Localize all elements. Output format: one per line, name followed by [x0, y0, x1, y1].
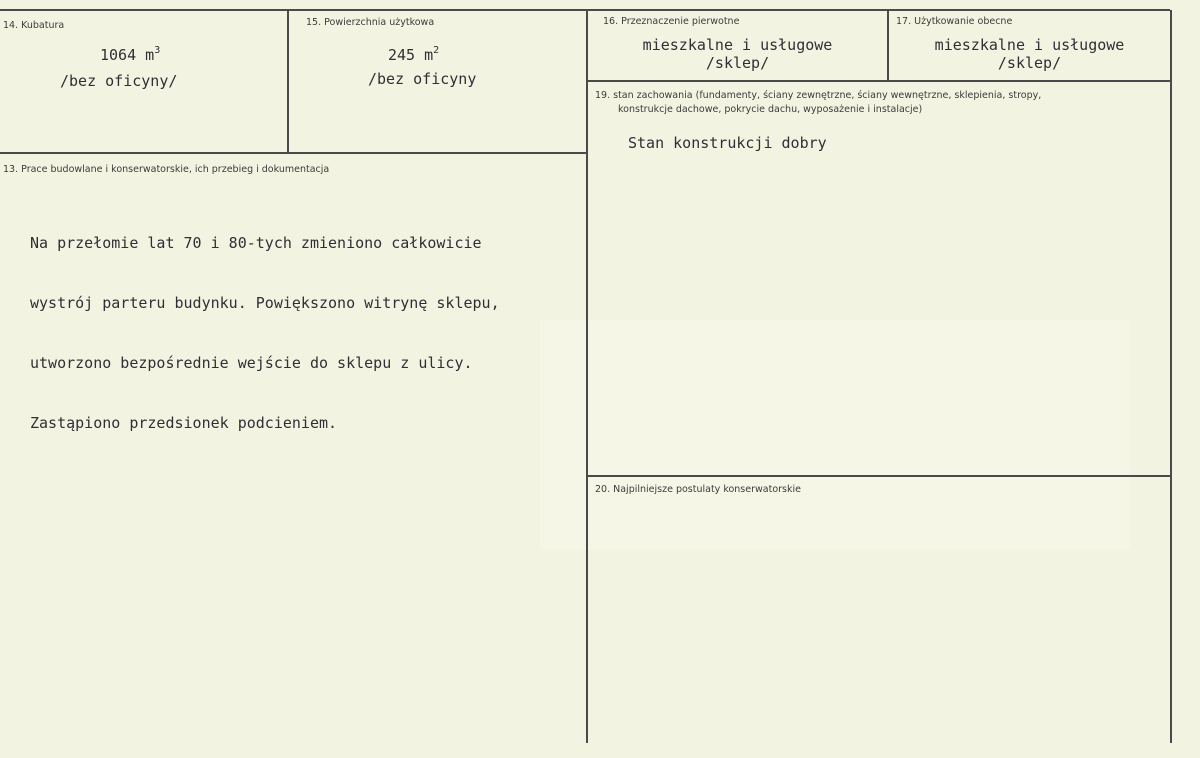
field-13-line: Na przełomie lat 70 i 80-tych zmieniono całkowicie [30, 234, 482, 252]
volume-exponent: 3 [154, 45, 161, 56]
center-divider [586, 10, 588, 743]
right-border [1170, 10, 1172, 743]
field-19-label-line2: konstrukcje dachowe, pokrycie dachu, wyposażenie i instalacje) [618, 104, 923, 115]
area-exponent: 2 [433, 45, 440, 56]
field-15-value [388, 45, 439, 64]
field-13-line: utworzono bezpośrednie wejście do sklepu z ulicy. [30, 354, 473, 372]
row-divider-right-mid [588, 475, 1170, 477]
field-19-label-line1: 19. stan zachowania (fundamenty, ściany zewnętrzne, ściany wewnętrzne, sklepienia, stropy, [595, 90, 1042, 101]
field-17-value-line2: /sklep/ [997, 54, 1062, 72]
field-16-label: 16. Przeznaczenie pierwotne [603, 16, 740, 27]
field-14-note: /bez oficyny/ [60, 72, 178, 90]
divider-14-15 [287, 10, 289, 152]
field-13-label: 13. Prace budowlane i konserwatorskie, ich przebieg i dokumentacja [3, 164, 330, 175]
row-divider-left [0, 152, 586, 154]
top-border [0, 9, 1170, 11]
field-17-value-line1: mieszkalne i usługowe [934, 36, 1125, 54]
field-15-note: /bez oficyny [368, 70, 477, 88]
field-17-label: 17. Użytkowanie obecne [896, 16, 1013, 27]
field-16-value-line1: mieszkalne i usługowe [642, 36, 833, 54]
field-15-label: 15. Powierzchnia użytkowa [306, 17, 435, 28]
field-16-value-line2: /sklep/ [705, 54, 770, 72]
field-20-label: 20. Najpilniejsze postulaty konserwatorskie [595, 484, 801, 495]
row-divider-right-top [588, 80, 1170, 82]
field-13-line: Zastąpiono przedsionek podcieniem. [30, 414, 338, 432]
field-14-label: 14. Kubatura [3, 20, 65, 31]
field-19-value: Stan konstrukcji dobry [628, 134, 827, 152]
field-13-text [30, 193, 500, 473]
area-value: 245 m [388, 46, 434, 64]
volume-value: 1064 m [100, 46, 155, 64]
field-13-line: wystrój parteru budynku. Powiększono witrynę sklepu, [30, 294, 500, 312]
field-14-value [100, 45, 160, 64]
